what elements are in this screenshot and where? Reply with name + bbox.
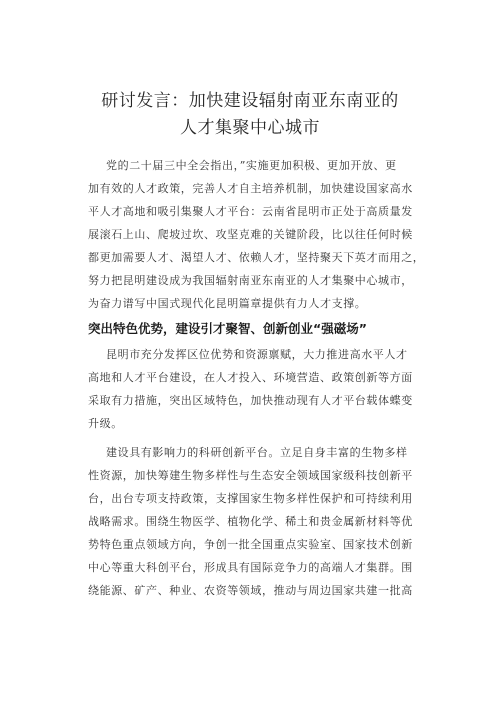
paragraph-line: 战略需求。围绕生物医学、植物化学、稀土和贵金属新材料等优 [88, 515, 413, 528]
paragraph-line: 昆明市充分发挥区位优势和资源禀赋，大力推进高水平人才 [106, 348, 408, 361]
title-line-1: 研讨发言：加快建设辐射南亚东南亚的 [101, 91, 399, 111]
paragraph-line: 展滚石上山、爬坡过坎、攻坚克难的关键阶段，比以往任何时候 [88, 228, 413, 241]
paragraph-line: 升级。 [88, 417, 123, 430]
paragraph-line: 努力把昆明建设成为我国辐射南亚东南亚的人才集聚中心城市， [88, 274, 413, 287]
intro-paragraph [88, 154, 436, 315]
title-line-2: 人才集聚中心城市 [180, 118, 320, 138]
paragraph-line: 采取有力措施，突出区域特色，加快推动现有人才平台载体蝶变 [88, 394, 413, 407]
paragraph-line: 绕能源、矿产、种业、农资等领域，推动与周边国家共建一批高 [88, 584, 413, 597]
paragraph-line: 都更加需要人才、渴望人才、依赖人才，坚持聚天下英才而用之， [88, 251, 425, 264]
section-paragraph-2 [88, 441, 436, 602]
paragraph-line: 性资源，加快筹建生物多样性与生态安全领域国家级科技创新平 [88, 469, 413, 482]
paragraph-line: 平人才高地和吸引集聚人才平台：云南省昆明市正处于高质量发 [88, 205, 413, 218]
section-heading: 突出特色优势，建设引才聚智、创新创业“强磁场” [88, 321, 367, 336]
paragraph-line: 高地和人才平台建设，在人才投入、环境营造、政策创新等方面 [88, 371, 413, 384]
paragraph-line: 中心等重大科创平台，形成具有国际竞争力的高端人才集群。围 [88, 561, 413, 574]
paragraph-line: 为奋力谱写中国式现代化昆明篇章提供有力人才支撑。 [88, 297, 367, 310]
paragraph-line: 加有效的人才政策，完善人才自主培养机制，加快建设国家高水 [88, 182, 413, 195]
paragraph-line: 党的二十届三中全会指出，”实施更加积极、更加开放、更 [106, 159, 397, 172]
document-title [0, 88, 500, 142]
paragraph-line: 建设具有影响力的科研创新平台。立足自身丰富的生物多样 [106, 446, 408, 459]
section-paragraph-1 [88, 343, 436, 435]
paragraph-line: 台，出台专项支持政策，支撑国家生物多样性保护和可持续利用 [88, 492, 413, 505]
paragraph-line: 势特色重点领域方向，争创一批全国重点实验室、国家技术创新 [88, 538, 413, 551]
